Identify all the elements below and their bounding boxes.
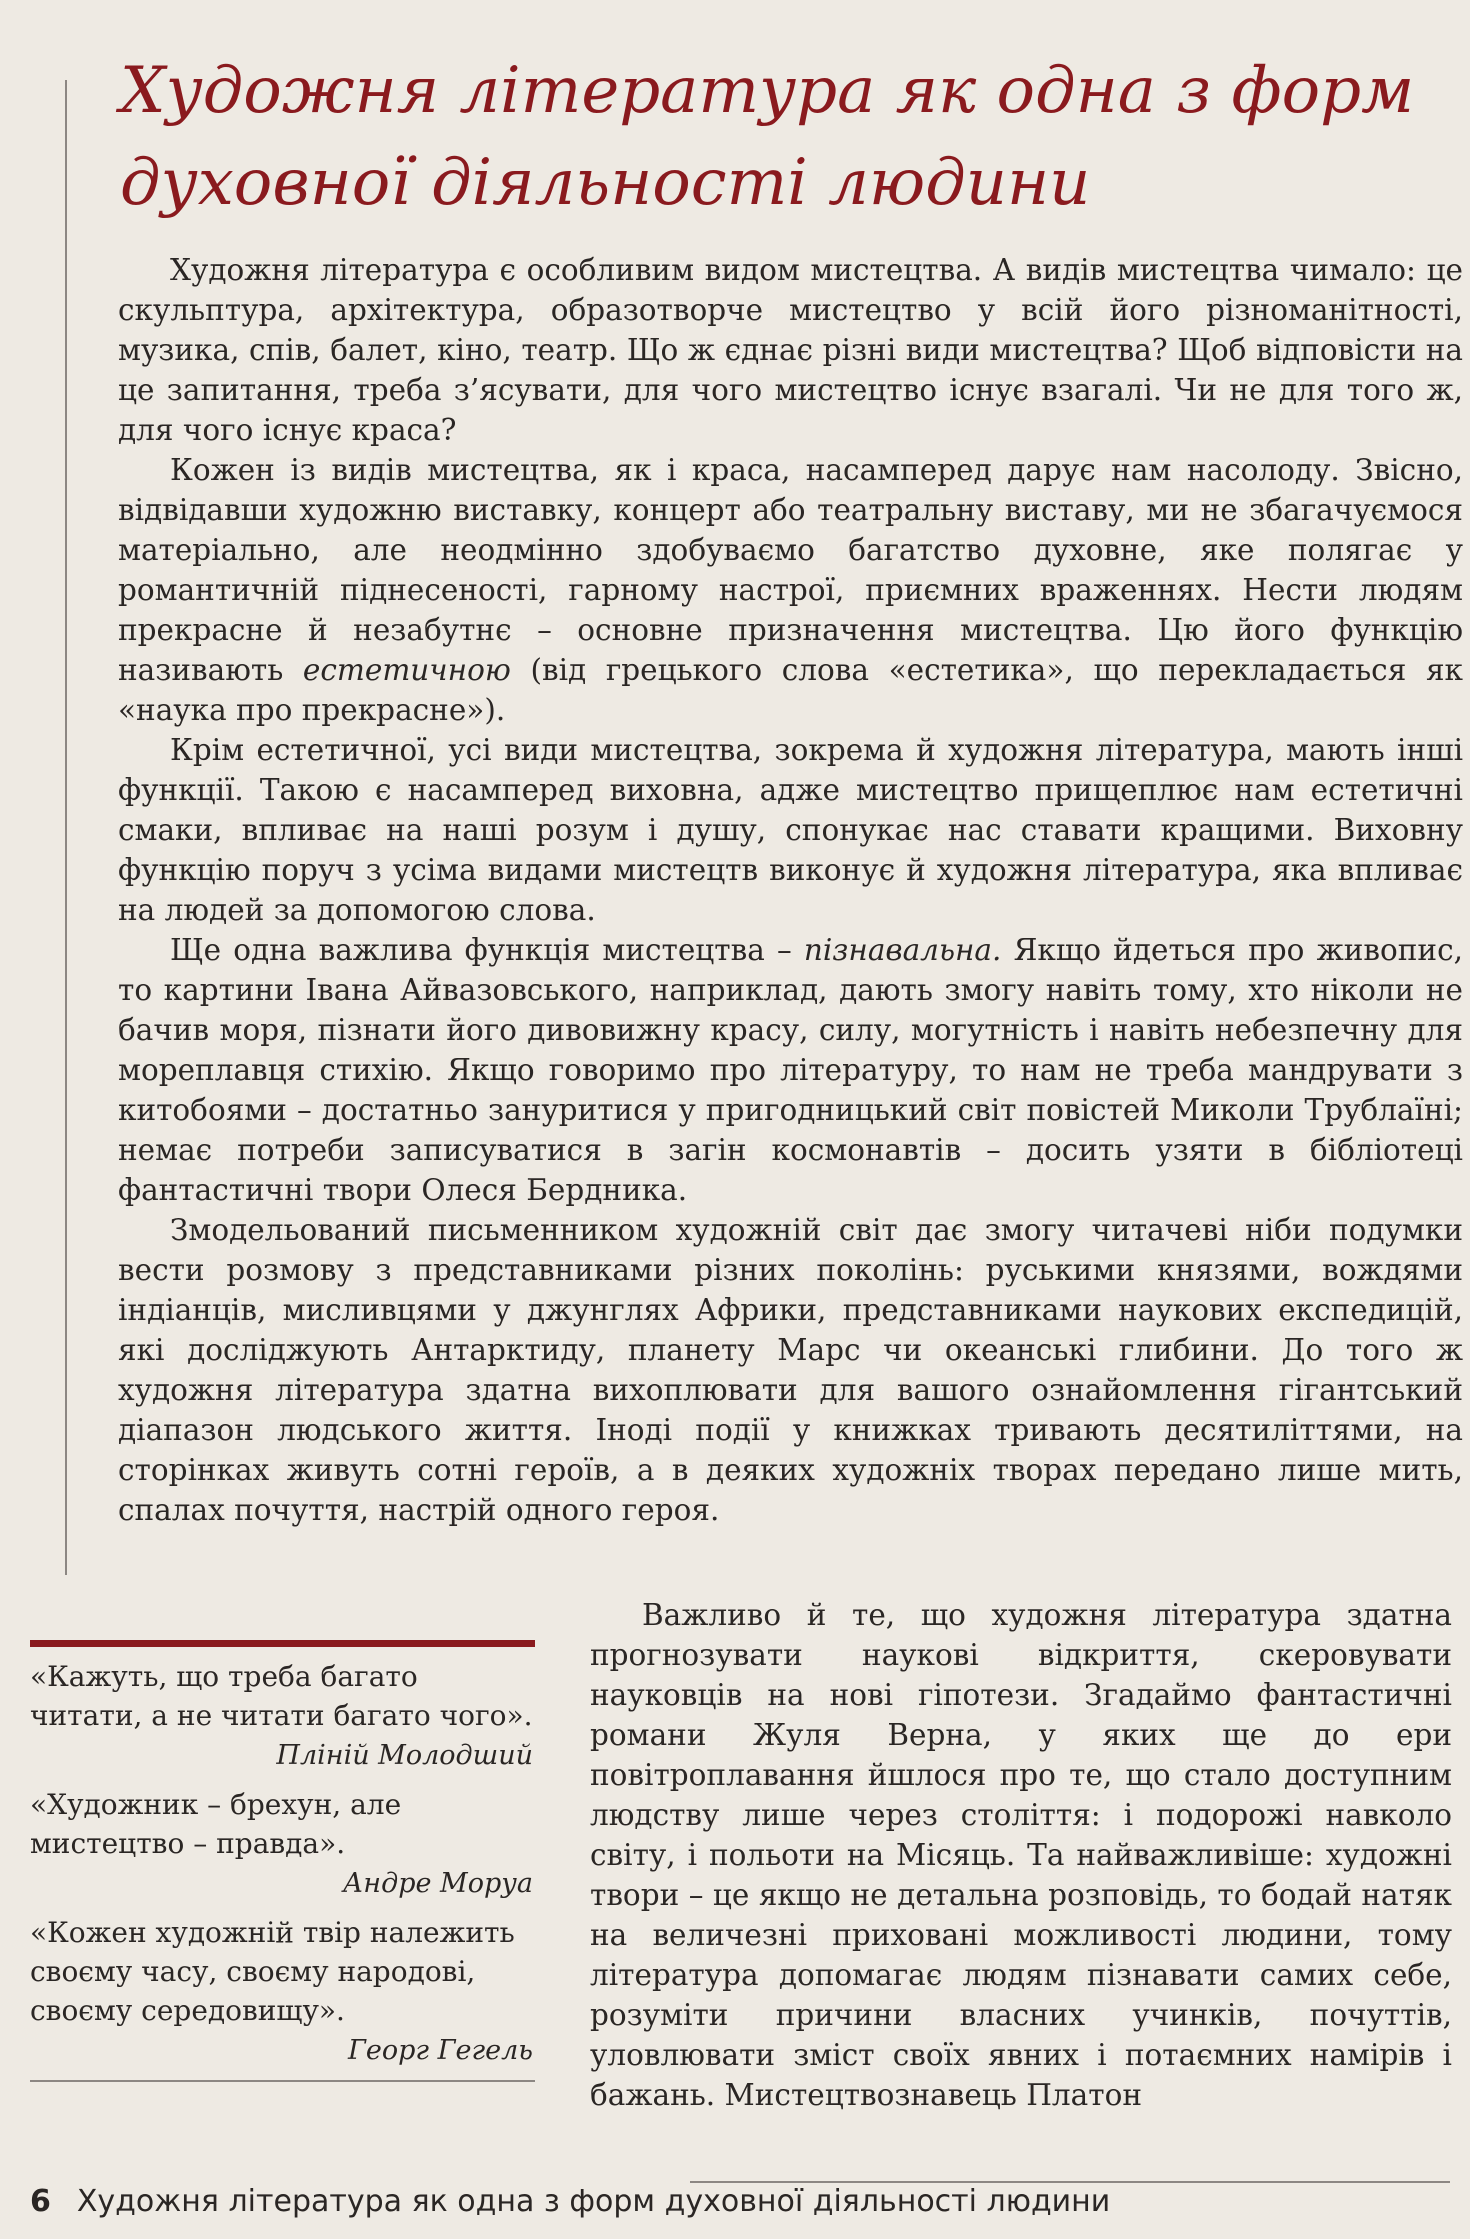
margin-rule: [65, 80, 67, 1575]
paragraph-3: Крім естетичної, усі види мистецтва, зокрема й художня література, мають інші функції. Такою є насамперед виховна, адже мистецтво прищеплює нам естетичні смаки, впливає на наші розум і душу, спонукає нас ставати кращими. Виховну функцію поруч з усіма видами мистецтв виконує й художня література, яка впливає на людей за допомогою слова.: [118, 733, 1463, 927]
quote-author: Пліній Молодший: [276, 1740, 533, 1771]
quotes-sidebar: [30, 1640, 535, 2082]
quote-text: «Кажуть, що треба багато читати, а не читати багато чого».: [30, 1660, 533, 1732]
paragraph-2: Кожен із видів мистецтва, як і краса, насамперед дарує нам насолоду. Звісно, відвідавши художню виставку, концерт або театральну виставу, ми не збагачуємося матеріально, але неодмінно здобуваємо багатство духовне, яке полягає у романтичній піднесеності, гарному настрої, приємних враженнях. Нести людям прекрасне й незабутнє – основне призначення мистецтва. Цю його функцію називають естетичною (від грецького слова «естетика», що перекладається як «наука про прекрасне»).: [118, 453, 1463, 727]
quote-text: «Кожен художній твір належить своєму часу, своєму народові, своєму середовищу».: [30, 1916, 515, 2027]
sidebar-bottom-rule: [30, 2080, 535, 2082]
main-text: [118, 250, 1463, 1530]
chapter-title-line-2: духовної діяльності людини: [120, 146, 1091, 220]
sidebar-accent-rule: [30, 1640, 535, 1647]
chapter-title-line-1: Художня література як одна з форм: [120, 54, 1415, 128]
running-title: Художня література як одна з форм духовної діяльності людини: [76, 2184, 1111, 2219]
term-cognitive: пізнавальна.: [803, 933, 1002, 967]
quote-text: «Художник – брехун, але мистецтво – правда».: [30, 1788, 402, 1860]
page-number: 6: [30, 2184, 51, 2219]
paragraph-6: Важливо й те, що художня література здатна прогнозувати наукові відкриття, скеровувати науковців на нові гіпотези. Згадаймо фантастичні романи Жуля Верна, у яких ще до ери повітроплавання йшлося про те, що стало доступним людству лише через століття: і подорожі навколо світу, і польоти на Місяць. Та найважливіше: художні твори – це якщо не детальна розповідь, то бодай натяк на величезні приховані можливості людини, тому література допомагає людям пізнавати самих себе, розуміти причини власних учинків, почуттів, уловлювати зміст своїх явних і потаємних намірів і бажань. Мистецтвознавець Платон: [590, 1598, 1452, 2112]
paragraph-1: Художня література є особливим видом мистецтва. А видів мистецтва чимало: це скульптура, архітектура, образотворче мистецтво у всій його різноманітності, музика, спів, балет, кіно, театр. Що ж єднає різні види мистецтва? Щоб відповісти на це запитання, треба з’ясувати, для чого мистецтво існує взагалі. Чи не для того ж, для чого існує краса?: [118, 253, 1463, 447]
term-aesthetic: естетичною: [302, 653, 511, 687]
page-footer: [30, 2180, 1450, 2224]
paragraph-4: Ще одна важлива функція мистецтва – пізнавальна. Якщо йдеться про живопис, то картини Івана Айвазовського, наприклад, дають змогу навіть тому, хто ніколи не бачив моря, пізнати його дивовижну красу, силу, могутність і навіть небезпечну для мореплавця стихію. Якщо говоримо про літературу, то нам не треба мандрувати з китобоями – достатньо зануритися у пригодницький світ повістей Миколи Трублаїні; немає потреби записуватися в загін космонавтів – досить узяти в бібліотеці фантастичні твори Олеся Бердника.: [118, 933, 1463, 1207]
chapter-title: [120, 45, 1420, 229]
paragraph-5: Змодельований письменником художній світ дає змогу читачеві ніби подумки вести розмову з представниками різних поколінь: руськими князями, вождями індіанців, мисливцями у джунглях Африки, представниками наукових експедицій, які досліджують Антарктиду, планету Марс чи океанські глибини. До того ж художня література здатна вихоплювати для вашого ознайомлення гігантський діапазон людського життя. Іноді події у книжках тривають десятиліттями, на сторінках живуть сотні героїв, а в деяких художніх творах передано лише мить, спалах почуття, настрій одного героя.: [118, 1213, 1463, 1527]
quote-author: Андре Моруа: [342, 1868, 533, 1899]
right-column-text: [590, 1595, 1452, 2115]
quote-author: Георг Гегель: [348, 2035, 533, 2066]
